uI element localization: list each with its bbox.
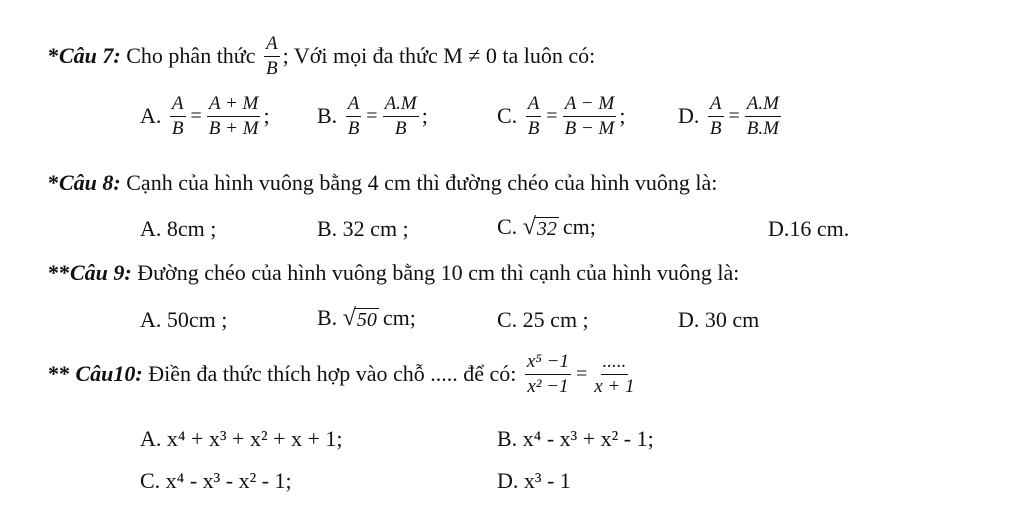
frac-num: A: [708, 94, 724, 117]
option-letter: A.: [140, 103, 162, 129]
q7-option-a: A. $\frac{A}{B}$ = $\frac{A + M}{B + M}$ ;: [140, 93, 270, 139]
q10-label: Câu10:: [75, 361, 143, 387]
q7-fraction: [264, 34, 280, 79]
q7-option-c: C. $\frac{A}{B}$ = $\frac{A - M}{B - M}$ ;: [497, 93, 626, 139]
q8-option-a: A. 8cm ;: [140, 216, 217, 241]
frac-den: B − M: [564, 117, 615, 139]
question-7: [48, 34, 595, 79]
q7-label: Câu 7:: [59, 43, 121, 69]
option-unit: cm;: [382, 305, 416, 330]
frac-num: A.M: [383, 94, 419, 117]
frac-den: B.M: [746, 117, 779, 139]
q9-label: Câu 9:: [70, 260, 132, 285]
q9-option-c: C. 25 cm ;: [497, 307, 589, 332]
option-letter: C.: [497, 214, 518, 239]
q10-fraction-right: [592, 352, 636, 397]
option-sep: ;: [619, 103, 626, 129]
frac-num: A: [526, 94, 542, 117]
q10-option-a: A. x⁴ + x³ + x² + x + 1;: [140, 426, 343, 451]
frac-den: B + M: [208, 117, 259, 139]
q9-option-b: [317, 305, 416, 331]
frac-num: x⁵ −1: [525, 352, 571, 375]
frac-den: B: [709, 117, 722, 139]
option-letter: C.: [497, 103, 518, 129]
frac-num: .....: [601, 352, 629, 375]
frac-den: B: [394, 117, 407, 139]
frac-den: x² −1: [527, 375, 569, 397]
frac-num: A + M: [207, 94, 260, 117]
frac-num: A: [170, 94, 186, 117]
q7-text-after: ; Với mọi đa thức M ≠ 0 ta luôn có:: [282, 43, 596, 69]
frac-den: B: [347, 117, 360, 139]
q10-stars: **: [48, 361, 70, 387]
sqrt-radicand: 32: [536, 217, 557, 240]
q9-option-a: A. 50cm ;: [140, 307, 228, 332]
q10-fraction-left: [525, 352, 571, 397]
q8-option-d: D.16 cm.: [768, 216, 850, 241]
sqrt-expression: √ 32: [522, 213, 557, 240]
q7-frac-num: A: [264, 34, 280, 57]
option-letter: B.: [317, 103, 338, 129]
sqrt-expression: √ 50: [342, 304, 377, 331]
q8-label: Câu 8:: [59, 170, 121, 195]
q8-option-c: [497, 214, 596, 240]
frac-den: B: [171, 117, 184, 139]
frac-num: A − M: [563, 94, 616, 117]
frac-num: A.M: [745, 94, 781, 117]
q7-stars: *: [48, 43, 59, 69]
q8-stars: *: [48, 170, 59, 195]
q7-text-before: Cho phân thức: [126, 43, 256, 69]
option-unit: cm;: [562, 214, 596, 239]
question-9: [48, 262, 739, 284]
q10-option-c: C. x⁴ - x³ - x² - 1;: [140, 468, 292, 493]
q9-option-d: D. 30 cm: [678, 307, 760, 332]
option-letter: B.: [317, 305, 338, 330]
q8-option-b: B. 32 cm ;: [317, 216, 409, 241]
q10-option-b: B. x⁴ - x³ + x² - 1;: [497, 426, 654, 451]
frac-num: A: [346, 94, 362, 117]
option-sep: ;: [421, 103, 428, 129]
q10-text: Điền đa thức thích hợp vào chỗ ..... để có:: [148, 361, 517, 387]
equals-sign: =: [576, 362, 588, 385]
q9-stars: **: [48, 260, 70, 285]
sqrt-radicand: 50: [356, 308, 377, 331]
frac-den: B: [527, 117, 540, 139]
q9-text: Đường chéo của hình vuông bằng 10 cm thì cạnh của hình vuông là:: [137, 260, 740, 285]
q10-option-d: D. x³ - 1: [497, 468, 571, 493]
q8-text: Cạnh của hình vuông bằng 4 cm thì đường chéo của hình vuông là:: [126, 170, 718, 195]
option-sep: ;: [263, 103, 270, 129]
question-8: [48, 172, 717, 194]
option-letter: D.: [678, 103, 700, 129]
question-10: [48, 352, 640, 397]
q7-frac-den: B: [266, 57, 278, 79]
frac-den: x + 1: [594, 375, 635, 397]
q7-option-d: D. $\frac{A}{B}$ = $\frac{A.M}{B.M}$: [678, 93, 779, 139]
q7-option-b: B. $\frac{A}{B}$ = $\frac{A.M}{B}$ ;: [317, 93, 428, 139]
